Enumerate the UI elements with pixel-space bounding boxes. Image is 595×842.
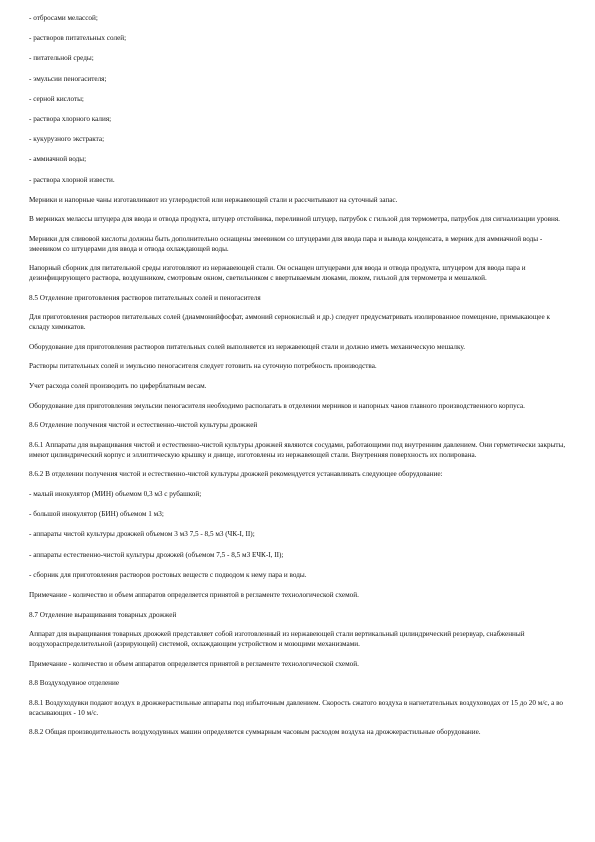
list-item: - большой инокулятор (БИН) объемом 1 м3; [29, 510, 164, 519]
paragraph: Примечание - количество и объем аппаратов определяется принятой в регламенте технологической схемой. [29, 590, 359, 599]
list-item: - сборник для приготовления растворов ростовых веществ с подводом к нему пара и воды. [29, 570, 307, 579]
list-item: - раствора хлорного калия; [29, 114, 112, 123]
paragraph: 8.6.2 В отделении получения чистой и естественно-чистой культуры дрожжей рекомендуется устанавливать следующее оборудование: [29, 470, 443, 479]
paragraph: 8.8.2 Общая производительность воздуходувных машин определяется суммарным часовым расходом воздуха на дрожжерастильные оборудование. [29, 728, 481, 737]
paragraph: Растворы питательных солей и эмульсию пеногасителя следует готовить на суточную потребность производства. [29, 362, 377, 371]
list-item: - кукурузного экстракта; [29, 135, 105, 144]
list-item: - аппараты чистой культуры дрожжей объемом 3 м3 7,5 - 8,5 м3 (ЧК-I, II); [29, 530, 255, 539]
section-heading: 8.5 Отделение приготовления растворов питательных солей и пеногасителя [29, 293, 261, 302]
list-item: - питательной среды; [29, 54, 94, 63]
paragraph: Мерники для сливовой кислоты должны быть дополнительно оснащены змеевиком со штуцерами для ввода пара и вывода конденсата, в мерник для аммиачной воды - змеевиком со штуцерами для ввода и отвода охлаждающей воды. [29, 235, 543, 253]
document-body [29, 14, 569, 748]
paragraph: Оборудование для приготовления эмульсии пеногасителя необходимо располагать в отделении мерников и напорных чанов главного производственного корпуса. [29, 401, 525, 410]
list-item: - малый инокулятор (МИН) объемом 0,3 м3 с рубашкой; [29, 490, 202, 498]
paragraph: Оборудование для приготовления растворов питательных солей выполняется из нержавеющей стали и должно иметь механическую мешалку. [29, 342, 466, 351]
paragraph: Напорный сборник для питательной среды изготовляют из нержавеющей стали. Он оснащен штуцерами для ввода и отвода продукта, штуцером для ввода пара и дезинфицирующего раствора, воздушником, смотровым окном, светильником с ввертываемым люками, люком, гильзой для термометра и мешалкой. [29, 264, 526, 282]
list-item: - аппараты естественно-чистой культуры дрожжей (объемом 7,5 - 8,5 м3 ЕЧК-I, II); [29, 550, 284, 559]
paragraph: Учет расхода солей производить по циферблатным весам. [29, 381, 207, 390]
section-heading: 8.6 Отделение получения чистой и естественно-чистой культуры дрожжей [29, 421, 258, 430]
list-item: - растворов питательных солей; [29, 34, 127, 43]
paragraph: 8.6.1 Аппараты для выращивания чистой и естественно-чистой культуры дрожжей являются сосудами, работающими под внутренним давлением. Они герметически закрыты, имеют цилиндрический корпус и эллиптическую крышку и днище, изготовлены из нержавеющей стали. Внутренняя поверхность их полирована. [29, 441, 566, 459]
list-item: - аммиачной воды; [29, 155, 87, 164]
paragraph: 8.8.1 Воздуходувки подают воздух в дрожжерастильные аппараты под избыточным давлением. Скорость сжатого воздуха в нагнетательных воздуховодах от 15 до 20 м/с, а во всасывающих - 10 м/с. [29, 698, 564, 717]
section-heading: 8.7 Отделение выращивания товарных дрожжей [29, 610, 177, 619]
paragraph: Для приготовления растворов питательных солей (диаммонийфосфат, аммоний сернокислый и др.) следует предусматривать изолированное помещение, примыкающее к складу химикатов. [29, 313, 550, 331]
list-item: - отбросами мелассой; [29, 14, 98, 22]
list-item: - раствора хлорной извести. [29, 175, 115, 184]
paragraph: В мерниках мелассы штуцера для ввода и отвода продукта, штуцер отстойника, переливной штуцер, патрубок с гильзой для термометра, патрубок для сигнализации уровня. [29, 215, 560, 224]
paragraph: Примечание - количество и объем аппаратов определяется принятой в регламенте технологической схемой. [29, 659, 359, 668]
list-item: - эмульсии пеногасителя; [29, 74, 107, 83]
section-heading: 8.8 Воздуходувное отделение [29, 679, 120, 688]
paragraph: Мерники и напорные чаны изготавливают из углеродистой или нержавеющей стали и рассчитывают на суточный запас. [29, 195, 398, 204]
list-item: - серной кислоты; [29, 94, 84, 103]
paragraph: Аппарат для выращивания товарных дрожжей представляет собой изготовленный из нержавеющей стали вертикальный цилиндрический резервуар, снабженный воздухораспределительной (аэрирующей) системой, охлаждающим устройством и моющими механизмами. [29, 630, 525, 648]
